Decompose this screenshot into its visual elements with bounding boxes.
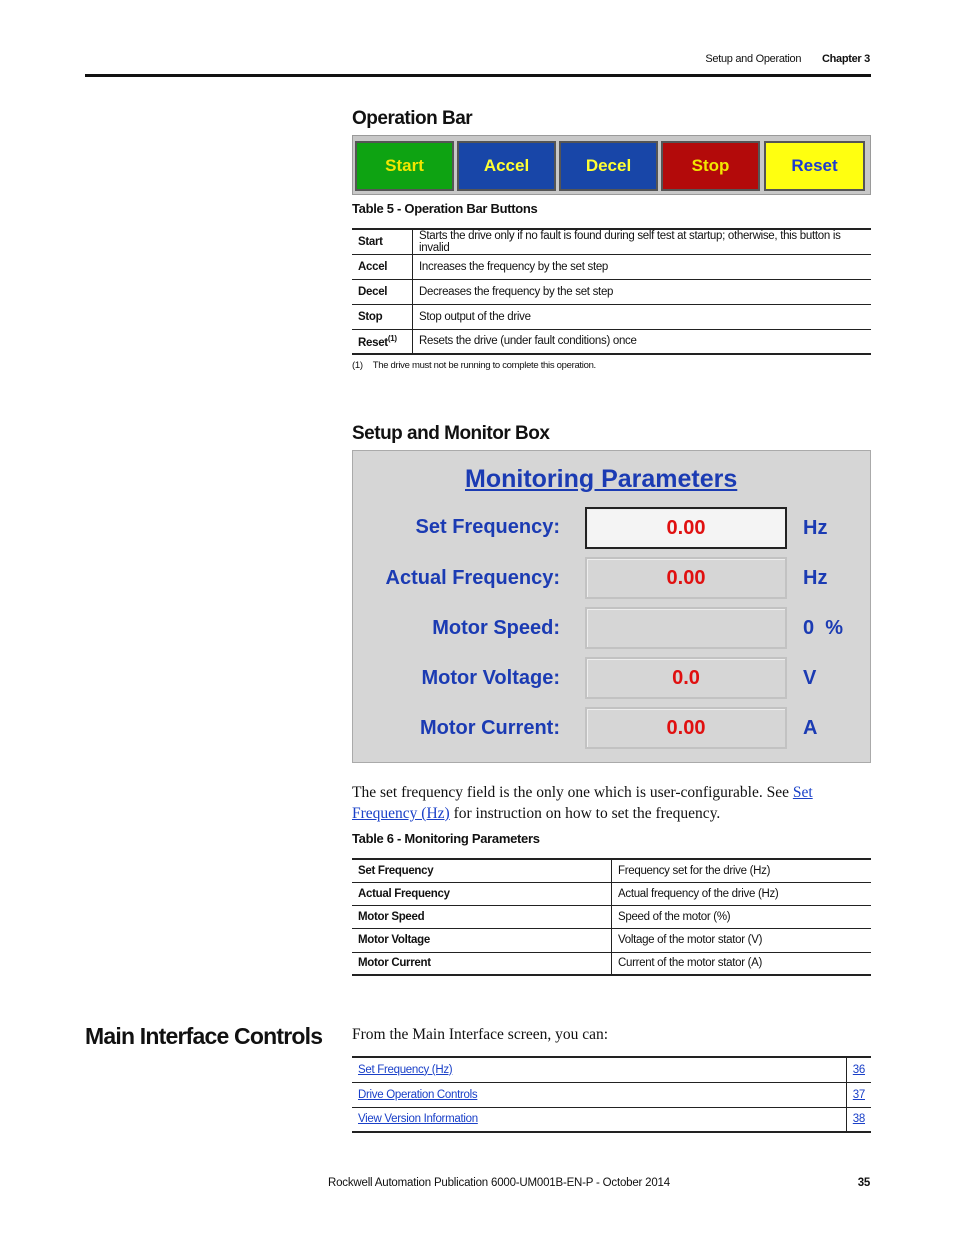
- list-item: [352, 1082, 871, 1107]
- monitoring-panel: [352, 450, 871, 763]
- operation-bar-table: [352, 228, 871, 355]
- motor-current-label: Motor Current:: [420, 717, 560, 739]
- table-key: Start: [352, 229, 413, 255]
- page-cell: [846, 1057, 871, 1082]
- running-header: [705, 53, 870, 65]
- reset-key-text: Reset: [358, 336, 388, 349]
- table-key: Stop: [352, 305, 413, 330]
- table-key: Motor Speed: [352, 905, 612, 928]
- table6-caption: Table 6 - Monitoring Parameters: [352, 831, 540, 846]
- table-desc: Decreases the frequency by the set step: [419, 286, 614, 298]
- table-key: Actual Frequency: [352, 882, 612, 905]
- table-key: Decel: [352, 280, 413, 305]
- table-key: Accel: [352, 255, 413, 280]
- table-desc: Frequency set for the drive (Hz): [618, 864, 771, 877]
- motor-voltage-label: Motor Voltage:: [421, 667, 560, 689]
- paragraph-text-end: for instruction on how to set the frequency.: [449, 805, 721, 822]
- paragraph-text: The set frequency field is the only one which is user-configurable. See: [352, 784, 793, 801]
- motor-current-value: 0.00: [585, 707, 787, 749]
- motor-voltage-value: 0.0: [585, 657, 787, 699]
- page-link[interactable]: 37: [852, 1088, 865, 1101]
- set-frequency-unit: Hz: [803, 517, 828, 539]
- operation-bar: [352, 135, 871, 195]
- table-desc: Speed of the motor (%): [618, 910, 731, 923]
- operation-bar-heading: Operation Bar: [352, 108, 473, 129]
- drive-operation-link[interactable]: Drive Operation Controls: [358, 1088, 478, 1101]
- set-frequency-link[interactable]: Set Frequency (Hz): [358, 1063, 453, 1076]
- set-frequency-field[interactable]: 0.00: [585, 507, 787, 549]
- table-desc: Actual frequency of the drive (Hz): [618, 887, 779, 900]
- link-cell: [352, 1107, 846, 1132]
- table-desc: Voltage of the motor stator (V): [618, 934, 763, 946]
- table-key: [352, 330, 413, 354]
- page-number: 35: [857, 1177, 870, 1189]
- table-row: [352, 882, 871, 905]
- table-desc: Increases the frequency by the set step: [419, 261, 609, 273]
- actual-frequency-label: Actual Frequency:: [385, 567, 560, 589]
- table-desc: Current of the motor stator (A): [618, 957, 763, 970]
- page-cell: [846, 1107, 871, 1132]
- main-interface-intro: From the Main Interface screen, you can:: [352, 1026, 609, 1043]
- header-rule: [85, 74, 871, 77]
- table-row: [352, 928, 871, 952]
- header-section: Setup and Operation: [705, 53, 802, 65]
- motor-speed-unit: 0 %: [803, 617, 844, 639]
- table-row: [352, 305, 871, 330]
- motor-voltage-unit: V: [803, 667, 817, 689]
- motor-speed-label: Motor Speed:: [432, 617, 560, 639]
- page-link[interactable]: 36: [852, 1063, 865, 1076]
- table-row: [352, 280, 871, 305]
- main-interface-heading: Main Interface Controls: [85, 1023, 323, 1049]
- motor-current-unit: A: [803, 717, 818, 739]
- page-cell: [846, 1082, 871, 1107]
- table-row: [352, 229, 871, 255]
- set-frequency-label: Set Frequency:: [415, 516, 560, 538]
- footnote-text: The drive must not be running to complete this operation.: [372, 360, 596, 371]
- table-row: [352, 330, 871, 354]
- table-desc: Stop output of the drive: [419, 311, 531, 323]
- table-row: [352, 859, 871, 882]
- table5-footnote: [352, 360, 606, 371]
- table-key: Set Frequency: [352, 859, 612, 882]
- table-key: Motor Current: [352, 952, 612, 975]
- motor-speed-value: [585, 607, 787, 649]
- set-frequency-paragraph: [352, 782, 872, 824]
- table5-caption: Table 5 - Operation Bar Buttons: [352, 201, 538, 216]
- table-key: Motor Voltage: [352, 928, 612, 952]
- table-row: [352, 952, 871, 975]
- page-link[interactable]: 38: [852, 1113, 865, 1126]
- view-version-link[interactable]: View Version Information: [358, 1113, 478, 1126]
- setup-monitor-heading: Setup and Monitor Box: [352, 423, 550, 444]
- stop-button[interactable]: Stop: [661, 141, 760, 191]
- footnote-mark: (1): [352, 360, 363, 371]
- table-desc: Resets the drive (under fault conditions) once: [419, 335, 637, 348]
- decel-button[interactable]: Decel: [559, 141, 658, 191]
- monitoring-parameters-table: [352, 858, 871, 976]
- monitoring-title: Monitoring Parameters: [465, 465, 738, 493]
- start-button[interactable]: Start: [355, 141, 454, 191]
- header-chapter: Chapter 3: [821, 53, 870, 65]
- footer-publication: Rockwell Automation Publication 6000-UM001B-EN-P - October 2014: [328, 1177, 670, 1189]
- main-interface-links: [352, 1056, 871, 1133]
- list-item: [352, 1107, 871, 1132]
- accel-button[interactable]: Accel: [457, 141, 556, 191]
- footnote-ref: (1): [387, 333, 397, 343]
- actual-frequency-value: 0.00: [585, 557, 787, 599]
- table-desc: Starts the drive only if no fault is found during self test at startup; otherwise, this button is invalid: [419, 230, 841, 254]
- link-cell: [352, 1082, 846, 1107]
- actual-frequency-unit: Hz: [803, 567, 828, 589]
- link-cell: [352, 1057, 846, 1082]
- table-row: [352, 255, 871, 280]
- reset-button[interactable]: Reset: [764, 141, 865, 191]
- set-frequency-link[interactable]: Set Frequency (Hz): [352, 784, 813, 822]
- list-item: [352, 1057, 871, 1082]
- table-row: [352, 905, 871, 928]
